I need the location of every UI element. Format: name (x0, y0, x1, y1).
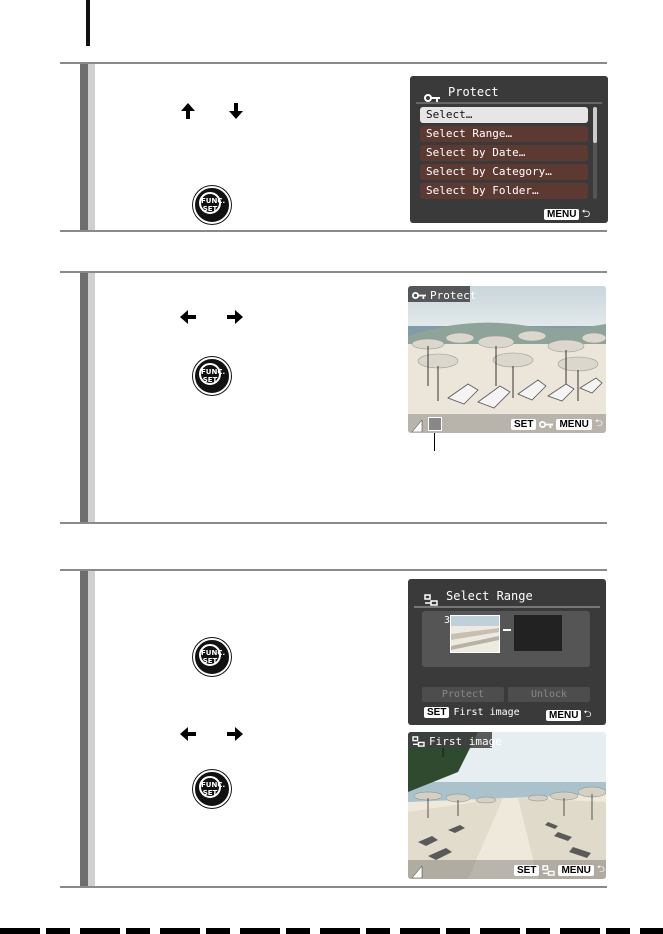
header-tab-marker (86, 0, 90, 46)
menu-button: MENU (546, 710, 581, 721)
first-image-number: 3 (444, 615, 451, 626)
step2-bar-shade (88, 273, 95, 522)
unlock-range-button[interactable]: Unlock (508, 687, 590, 702)
range-panel (422, 611, 590, 667)
left-arrow-icon (180, 727, 196, 741)
back-icon: ⮌ (583, 709, 592, 720)
key-icon (539, 420, 553, 429)
bottom-crop-strip (0, 928, 663, 934)
set-button: SET (511, 419, 536, 430)
right-arrow-icon (227, 310, 243, 324)
first-image-thumbnail[interactable] (450, 615, 500, 653)
down-arrow-icon (229, 103, 243, 119)
menu-item-select-by-category[interactable]: Select by Category… (420, 164, 588, 180)
hint-text: First image (453, 707, 520, 718)
set-button: SET (514, 865, 539, 876)
step3-top-rule (60, 569, 607, 571)
up-arrow-icon (181, 103, 195, 119)
menu-button: MENU (558, 865, 593, 876)
screen-title: Select Range (446, 589, 533, 603)
step2-top-rule (60, 271, 607, 273)
menu-item-select-by-date[interactable]: Select by Date… (420, 145, 588, 161)
step1-bottom-rule (60, 230, 607, 232)
print-icon (412, 863, 424, 875)
func-set-button-icon: FUNC. SET (193, 638, 231, 676)
menu-item-select-range[interactable]: Select Range… (420, 126, 588, 142)
menu-item-select-by-folder[interactable]: Select by Folder… (420, 183, 588, 199)
print-icon (412, 417, 424, 429)
back-icon: ⮌ (596, 864, 605, 875)
screen-title: First image (429, 735, 502, 748)
callout-line (434, 433, 435, 451)
back-icon: ⮌ (581, 207, 591, 220)
range-icon (412, 736, 425, 747)
func-set-button-icon: FUNC. SET (193, 357, 231, 395)
range-icon (542, 865, 555, 876)
step3-bar (80, 571, 88, 886)
left-arrow-icon (180, 310, 196, 324)
key-icon (424, 88, 440, 98)
step1-bar (80, 64, 88, 230)
last-image-slot[interactable] (514, 615, 562, 651)
beach-photo (408, 732, 606, 879)
protect-menu-screen (410, 76, 608, 223)
set-button: SET (424, 707, 449, 718)
screen-title: Protect (430, 289, 477, 302)
right-arrow-icon (227, 727, 243, 741)
first-image-screen (408, 732, 606, 879)
step2-bottom-rule (60, 522, 607, 524)
protect-range-button[interactable]: Protect (422, 687, 504, 702)
screen-title: Protect (448, 85, 499, 99)
step1-bar-shade (88, 64, 95, 230)
step1-top-rule (60, 62, 607, 64)
select-range-screen (408, 579, 606, 725)
menu-button: MENU (556, 419, 591, 430)
func-set-button-icon: FUNC. SET (193, 186, 231, 224)
menu-button: MENU (544, 209, 579, 220)
func-set-button-icon: FUNC. SET (193, 770, 231, 808)
step3-bottom-rule (60, 886, 607, 888)
key-icon (412, 291, 426, 300)
scrollbar[interactable] (593, 107, 597, 199)
beach-photo (408, 286, 606, 433)
protect-image-screen (408, 286, 606, 433)
menu-item-select[interactable]: Select… (420, 107, 588, 123)
back-icon: ⮌ (594, 418, 603, 429)
step2-bar (80, 273, 88, 522)
step3-bar-shade (88, 571, 95, 886)
protect-status-icon (428, 417, 442, 431)
